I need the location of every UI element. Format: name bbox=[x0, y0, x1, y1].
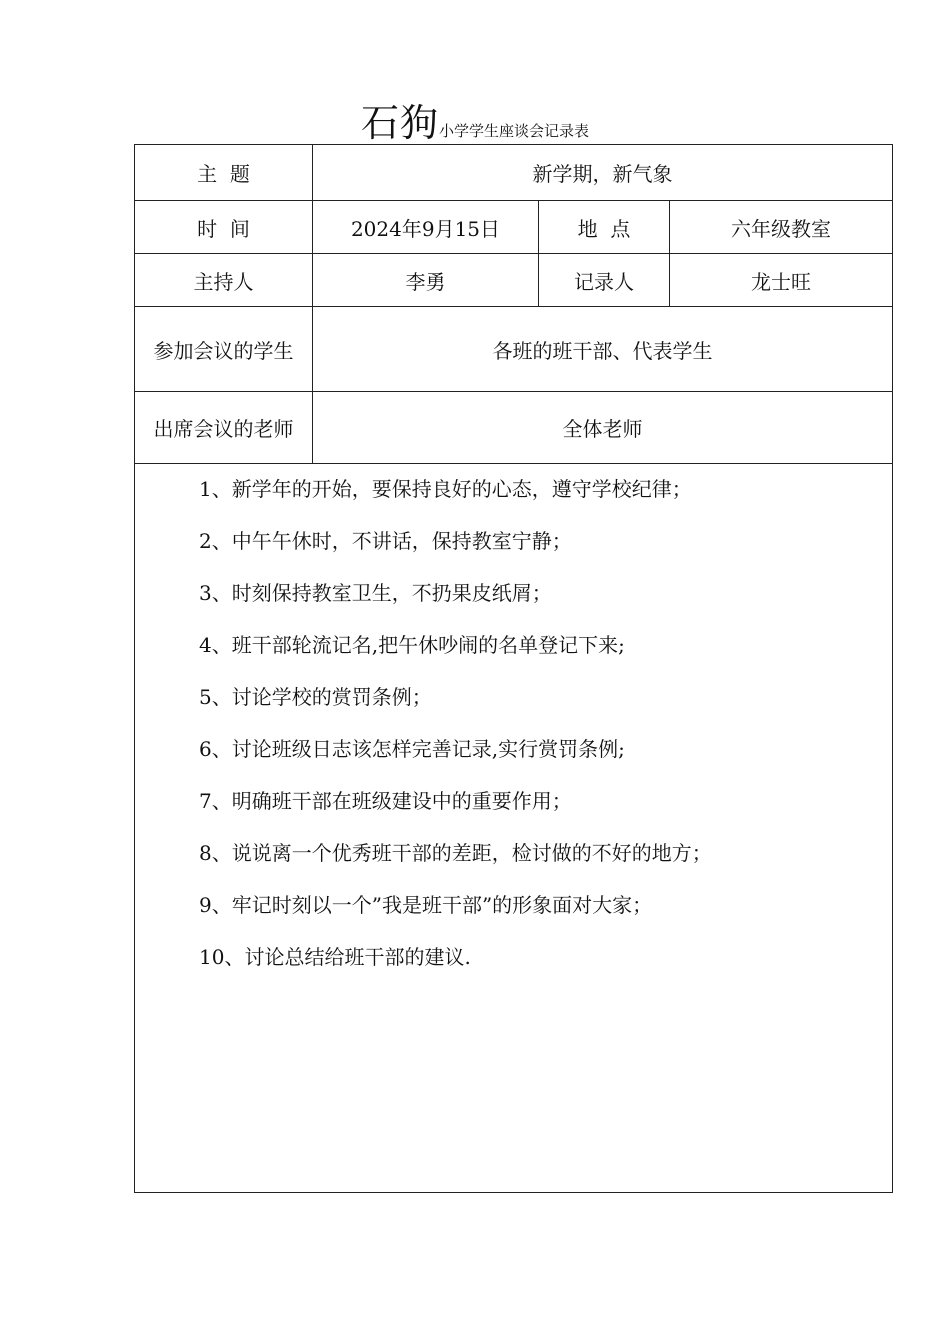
minutes-item: 8、说说离一个优秀班干部的差距，检讨做的不好的地方； bbox=[199, 841, 712, 865]
students-value: 各班的班干部、代表学生 bbox=[313, 307, 893, 392]
form-title: 小学学生座谈会记录表 bbox=[439, 122, 590, 140]
teachers-value: 全体老师 bbox=[313, 392, 893, 464]
minutes-item: 2、中午午休时，不讲话，保持教室宁静； bbox=[199, 529, 572, 553]
minutes-item: 6、讨论班级日志该怎样完善记录,实行赏罚条例; bbox=[199, 737, 625, 761]
recorder-label: 记录人 bbox=[539, 254, 670, 307]
recorder-value: 龙士旺 bbox=[670, 254, 893, 307]
teachers-row bbox=[135, 392, 893, 464]
minutes-item: 9、牢记时刻以一个”我是班干部”的形象面对大家； bbox=[199, 893, 653, 917]
topic-label: 主 题 bbox=[135, 145, 313, 201]
minutes-cell bbox=[135, 464, 893, 1193]
topic-row bbox=[135, 145, 893, 201]
place-value: 六年级教室 bbox=[670, 201, 893, 254]
minutes-item: 1、新学年的开始，要保持良好的心态，遵守学校纪律； bbox=[199, 477, 692, 501]
host-value: 李勇 bbox=[313, 254, 539, 307]
time-label: 时 间 bbox=[135, 201, 313, 254]
host-recorder-row bbox=[135, 254, 893, 307]
minutes-item: 7、明确班干部在班级建设中的重要作用； bbox=[199, 789, 572, 813]
minutes-item: 3、时刻保持教室卫生，不扔果皮纸屑； bbox=[199, 581, 552, 605]
meeting-record-table bbox=[134, 144, 893, 1193]
school-name: 石狗 bbox=[360, 101, 439, 145]
document-title bbox=[0, 92, 950, 147]
students-label: 参加会议的学生 bbox=[135, 307, 313, 392]
host-label: 主持人 bbox=[135, 254, 313, 307]
students-row bbox=[135, 307, 893, 392]
time-value: 2024年9月15日 bbox=[313, 201, 539, 254]
minutes-item: 10、讨论总结给班干部的建议. bbox=[199, 945, 471, 969]
minutes-list bbox=[135, 464, 892, 996]
minutes-item: 4、班干部轮流记名,把午休吵闹的名单登记下来; bbox=[199, 633, 625, 657]
teachers-label: 出席会议的老师 bbox=[135, 392, 313, 464]
minutes-item: 5、讨论学校的赏罚条例； bbox=[199, 685, 432, 709]
place-label: 地 点 bbox=[539, 201, 670, 254]
minutes-row bbox=[135, 464, 893, 1193]
time-place-row bbox=[135, 201, 893, 254]
topic-value: 新学期，新气象 bbox=[313, 145, 893, 201]
